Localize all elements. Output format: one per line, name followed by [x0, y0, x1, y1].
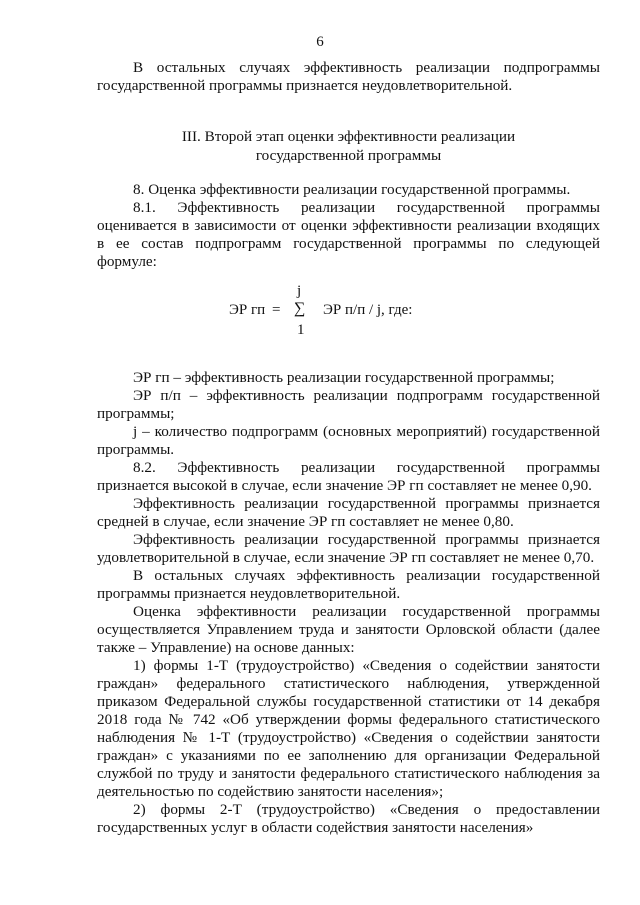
list-item: 2) формы 2-Т (трудоустройство) «Сведения о предоставлении государственных услуг в области содействия занятости населения»: [97, 801, 600, 836]
section-heading-line-1: III. Второй этап оценки эффективности реализации: [181, 128, 516, 145]
intro-text-block: [97, 59, 600, 95]
paragraph: Эффективность реализации государственной программы признается средней в случае, если значение ЭР гп составляет не менее 0,80.: [97, 495, 600, 530]
page-number: 6: [316, 34, 324, 50]
paragraph: В остальных случаях эффективность реализации государственной программы признается неудовлетворительной.: [97, 567, 600, 602]
top-text-block: [97, 181, 600, 271]
definition-er-pp: ЭР п/п – эффективность реализации подпрограмм государственной программы;: [97, 387, 600, 422]
formula-upper-limit: j: [297, 283, 302, 299]
definition-er-gp: ЭР гп – эффективность реализации государственной программы;: [133, 369, 555, 386]
formula-equals: =: [272, 302, 281, 318]
definition-j: j – количество подпрограмм (основных мероприятий) государственной программы.: [97, 423, 600, 458]
list-item: 1) формы 1-Т (трудоустройство) «Сведения о содействии занятости граждан» федерального статистического наблюдения, утвержденной приказом Федеральной службы государственной статистики от 14 декабря 2018 года № 742 «Об утверждении формы федерального статистического наблюдения № 1-Т (трудоустройство) «Сведения о содействии занятости граждан» с указаниями по ее заполнению для организации Федеральной службой по труду и занятости федерального статистического наблюдения за деятельностью по содействию занятости населения»;: [97, 657, 600, 800]
bottom-text-block: [97, 369, 600, 837]
sum-symbol: ∑: [294, 300, 306, 317]
paragraph: Оценка эффективности реализации государственной программы осуществляется Управлением труда и занятости Орловской области (далее также – Управление) на основе данных:: [97, 603, 600, 656]
formula-lhs: ЭР гп: [229, 302, 266, 318]
formula: [0, 283, 640, 339]
formula-rhs: ЭР п/п / j, где:: [323, 302, 413, 318]
paragraph: 8. Оценка эффективности реализации государственной программы.: [133, 181, 571, 198]
paragraph: 8.1. Эффективность реализации государственной программы оценивается в зависимости от оценки эффективности реализации входящих в ее состав подпрограмм государственной программы по следующей формуле:: [97, 199, 600, 270]
section-heading-line-2: государственной программы: [255, 147, 442, 164]
section-heading: [97, 127, 600, 165]
paragraph: Эффективность реализации государственной программы признается удовлетворительной в случае, если значение ЭР гп составляет не менее 0,70.: [97, 531, 600, 566]
formula-lower-limit: 1: [297, 322, 305, 338]
intro-paragraph: В остальных случаях эффективность реализации подпрограммы государственной программы признается неудовлетворительной.: [97, 59, 600, 94]
paragraph: 8.2. Эффективность реализации государственной программы признается высокой в случае, если значение ЭР гп составляет не менее 0,90.: [97, 459, 600, 494]
